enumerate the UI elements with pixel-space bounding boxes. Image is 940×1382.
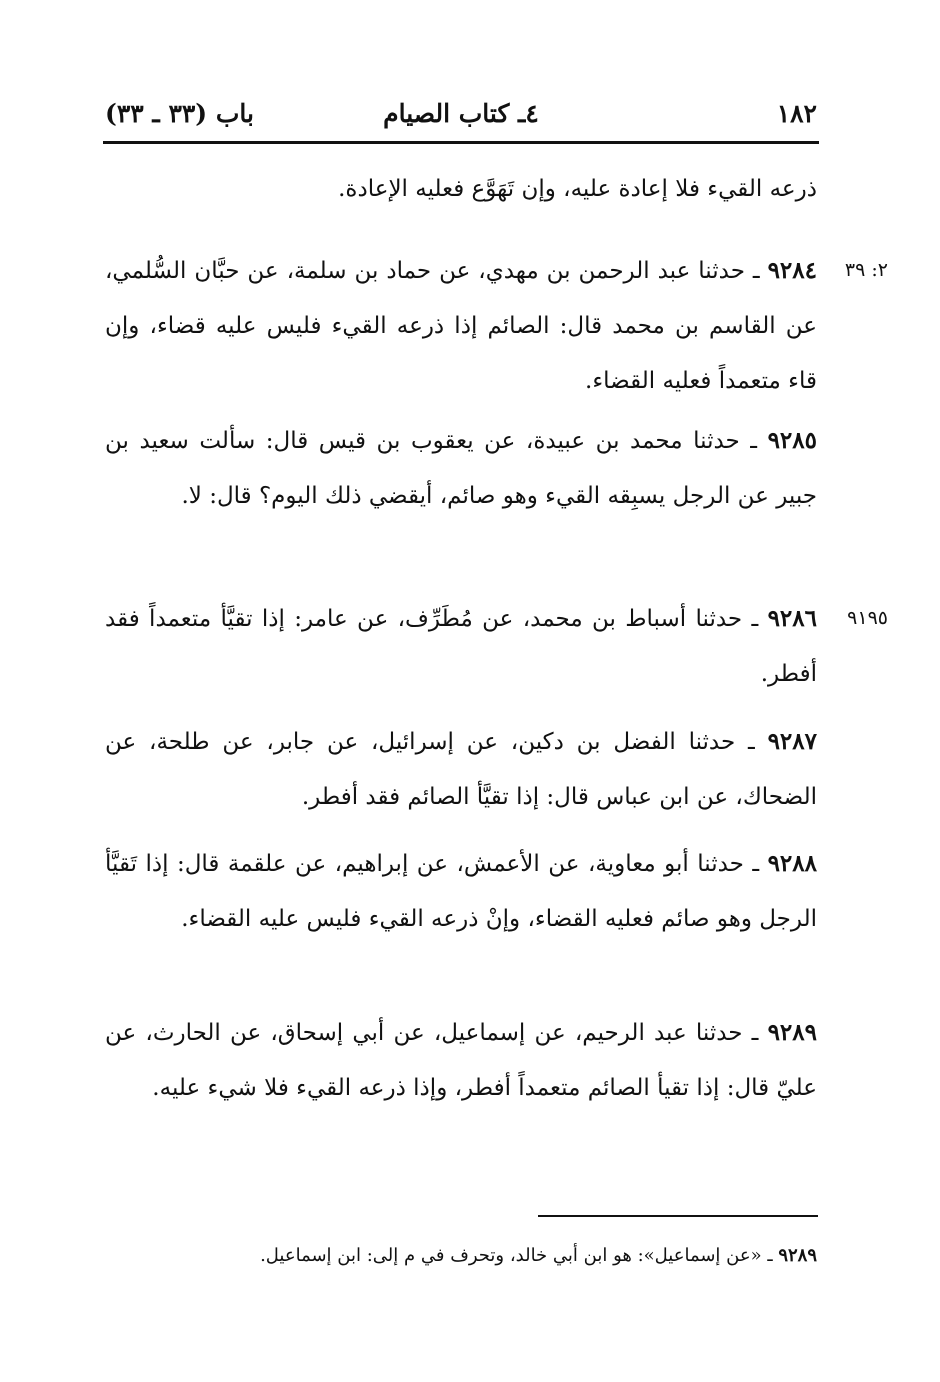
footnote-text: ـ «عن إسماعيل»: هو ابن أبي خالد، وتحرف في م إلى: ابن إسماعيل.: [260, 1245, 779, 1266]
hadith-number: ٩٢٨٨: [767, 850, 817, 877]
paragraph-continuation: [105, 162, 817, 217]
margin-reference: ٩١٩٥: [847, 607, 888, 629]
paragraph-text: ذرعه القيء فلا إعادة عليه، وإن تَهَوَّع فعليه الإعادة.: [338, 176, 817, 202]
hadith-paragraph: [105, 836, 817, 947]
paragraph-text: ـ حدثنا عبد الرحيم، عن إسماعيل، عن أبي إسحاق، عن الحارث، عن عليّ قال: إذا تقيأ الصائم متعمداً أفطر، وإذا ذرعه القيء فلا شيء عليه.: [105, 1020, 817, 1101]
hadith-paragraph: [105, 714, 817, 825]
hadith-paragraph: [105, 1005, 817, 1116]
paragraph-text: ـ حدثنا الفضل بن دكين، عن إسرائيل، عن جابر، عن طلحة، عن الضحاك، عن ابن عباس قال: إذا تقيَّأ الصائم فقد أفطر.: [105, 729, 817, 810]
hadith-number: ٩٢٨٦: [767, 605, 817, 632]
footnote-separator: [538, 1215, 818, 1217]
paragraph-text: ـ حدثنا محمد بن عبيدة، عن يعقوب بن قيس قال: سألت سعيد بن جبير عن الرجل يسبِقه القيء وهو صائم، أيقضي ذلك اليوم؟ قال: لا.: [105, 428, 817, 509]
hadith-number: ٩٢٨٥: [767, 427, 817, 454]
hadith-paragraph: [105, 591, 817, 702]
hadith-number: ٩٢٨٩: [767, 1019, 817, 1046]
hadith-number: ٩٢٨٧: [767, 728, 817, 755]
page-header: [105, 92, 817, 136]
hadith-number: ٩٢٨٤: [767, 257, 817, 284]
hadith-paragraph: [105, 243, 817, 409]
paragraph-text: ـ حدثنا أسباط بن محمد، عن مُطَرِّف، عن عامر: إذا تقيَّأ متعمداً فقد أفطر.: [105, 606, 817, 687]
hadith-paragraph: [105, 413, 817, 524]
book-title: ٤ـ كتاب الصيام: [383, 99, 539, 128]
paragraph-text: ـ حدثنا عبد الرحمن بن مهدي، عن حماد بن سلمة، عن حبَّان السُّلمي، عن القاسم بن محمد قال: الصائم إذا ذرعه القيء فليس عليه قضاء، وإن قاء متعمداً فعليه القضاء.: [105, 258, 817, 394]
footnote: [105, 1233, 817, 1278]
paragraph-text: ـ حدثنا أبو معاوية، عن الأعمش، عن إبراهيم، عن علقمة قال: إذا تَقيَّأ الرجل وهو صائم فعليه القضاء، وإنْ ذرعه القيء فليس عليه القضاء.: [105, 851, 817, 932]
header-rule: [103, 141, 819, 144]
chapter-title: باب (٣٣ ـ ٣٣): [105, 99, 254, 128]
footnote-number: ٩٢٨٩: [778, 1245, 817, 1266]
page-number: ١٨٢: [776, 99, 817, 128]
margin-reference: ٢: ٣٩: [844, 259, 888, 281]
